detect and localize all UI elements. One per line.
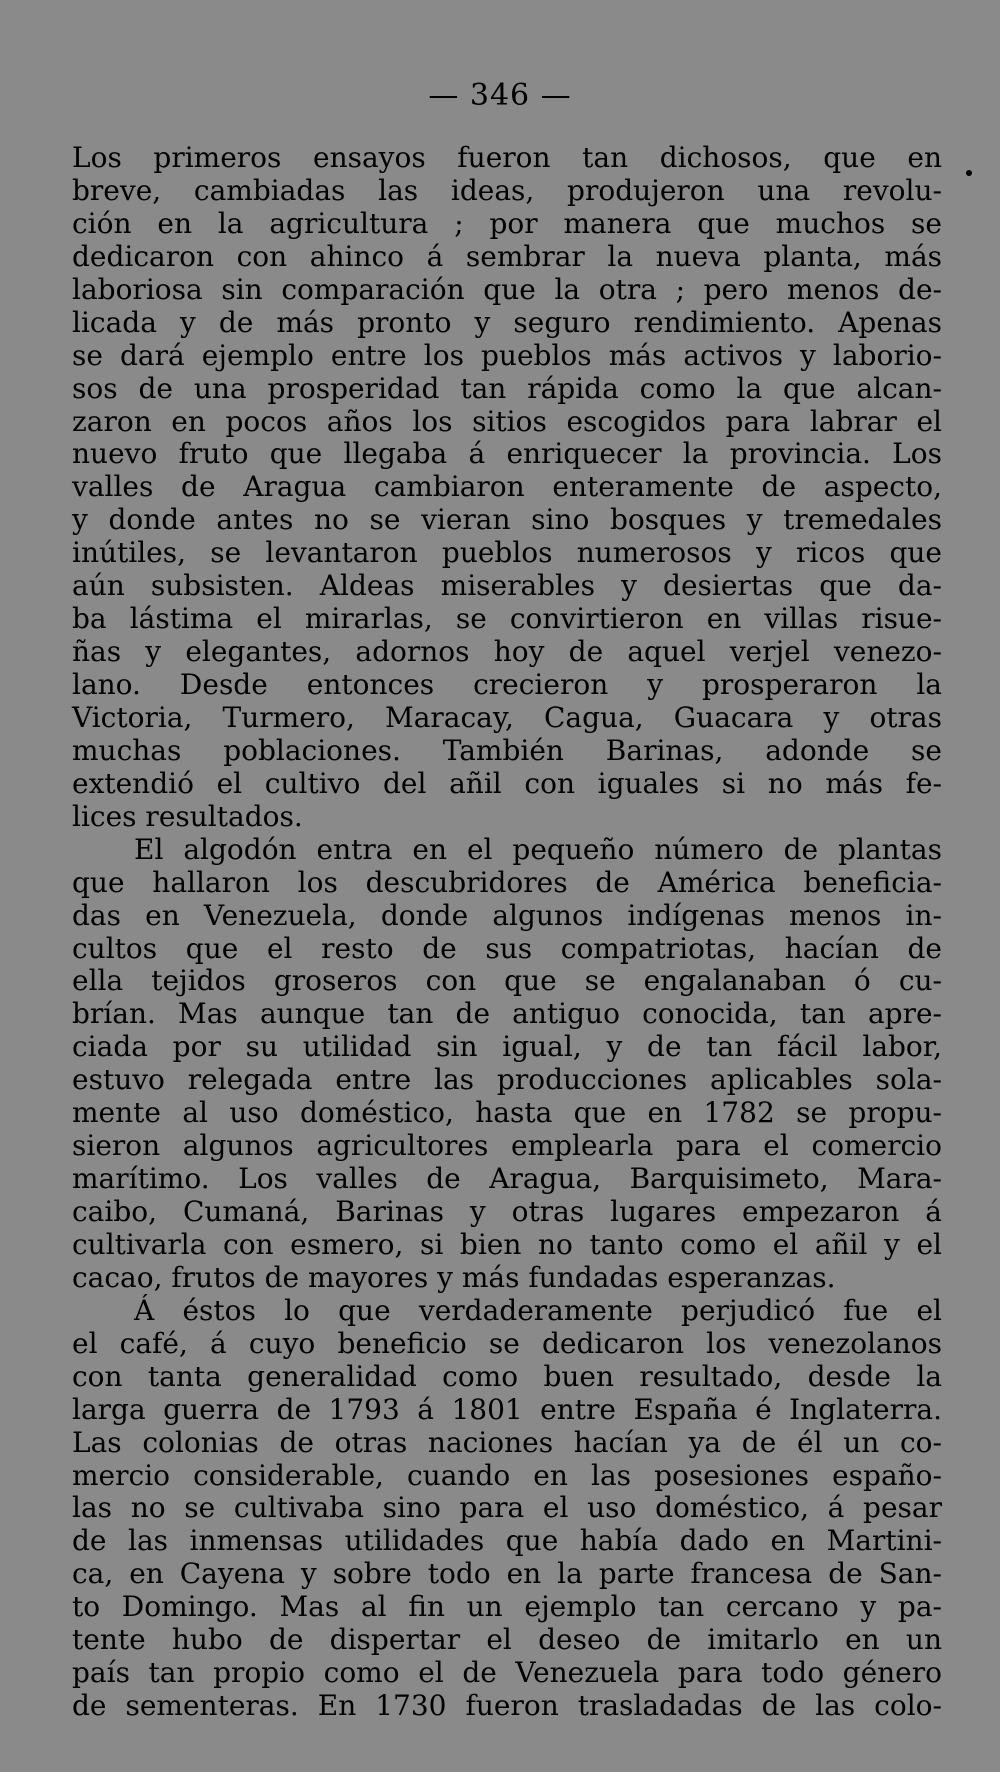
text-line: estuvo relegada entre las producciones aplicables sola- xyxy=(72,1063,942,1097)
text-line: que hallaron los descubridores de América beneficia- xyxy=(72,865,942,899)
text-line: aún subsisten. Aldeas miserables y desiertas que da- xyxy=(72,569,942,603)
text-line: tente hubo de dispertar el deseo de imitarlo en un xyxy=(72,1623,942,1657)
text-line: Los primeros ensayos fueron tan dichosos, que en xyxy=(72,141,942,174)
text-line: ba lástima el mirarlas, se convirtieron en villas risue- xyxy=(72,602,942,636)
text-line: cultos que el resto de sus compatriotas, hacían de xyxy=(72,931,942,965)
text-line: nuevo fruto que llegaba á enriquecer la provincia. Los xyxy=(72,437,942,471)
text-line: to Domingo. Mas al fin un ejemplo tan cercano y pa- xyxy=(72,1590,942,1624)
text-line: las no se cultivaba sino para el uso doméstico, á pesar xyxy=(72,1491,942,1525)
text-line: cacao, frutos de mayores y más fundadas esperanzas. xyxy=(72,1260,836,1294)
text-line: con tanta generalidad como buen resultado, desde la xyxy=(72,1359,942,1393)
text-line: inútiles, se levantaron pueblos numerosos y ricos que xyxy=(72,536,942,570)
text-line: cultivarla con esmero, si bien no tanto como el añil y el xyxy=(72,1227,942,1261)
text-line: El algodón entra en el pequeño número de plantas xyxy=(134,832,942,866)
text-line: ella tejidos groseros con que se engalanaban ó cu- xyxy=(72,964,942,998)
text-line: Victoria, Turmero, Maracay, Cagua, Guacara y otras xyxy=(72,700,942,734)
text-line: zaron en pocos años los sitios escogidos para labrar el xyxy=(72,404,942,438)
text-line: el café, á cuyo beneficio se dedicaron los venezolanos xyxy=(72,1326,942,1360)
text-line: Las colonias de otras naciones hacían ya de él un co- xyxy=(72,1425,942,1459)
text-line: de sementeras. En 1730 fueron trasladadas de las colo- xyxy=(72,1689,942,1723)
body-text xyxy=(72,142,942,1723)
text-line: extendió el cultivo del añil con iguales si no más fe- xyxy=(72,766,942,800)
text-line: ca, en Cayena y sobre todo en la parte francesa de San- xyxy=(72,1557,942,1591)
text-line: das en Venezuela, donde algunos indígenas menos in- xyxy=(72,898,942,932)
text-line: ciada por su utilidad sin igual, y de tan fácil labor, xyxy=(72,1030,942,1064)
paragraph xyxy=(72,1295,942,1723)
text-line: de las inmensas utilidades que había dado en Martini- xyxy=(72,1524,942,1558)
text-line: larga guerra de 1793 á 1801 entre España é Inglaterra. xyxy=(72,1392,942,1426)
text-line: lano. Desde entonces crecieron y prosperaron la xyxy=(72,668,942,701)
text-line: y donde antes no se vieran sino bosques y tremedales xyxy=(72,503,942,537)
text-line: licada y de más pronto y seguro rendimiento. Apenas xyxy=(72,305,942,339)
text-line: ción en la agricultura ; por manera que muchos se xyxy=(72,206,942,240)
text-line: Á éstos lo que verdaderamente perjudicó fue el xyxy=(134,1293,942,1327)
text-line: mercio considerable, cuando en las posesiones españo- xyxy=(72,1458,942,1492)
text-line: valles de Aragua cambiaron enteramente de aspecto, xyxy=(72,470,942,504)
text-line: sieron algunos agricultores emplearla para el comercio xyxy=(72,1129,942,1163)
text-line: caibo, Cumaná, Barinas y otras lugares empezaron á xyxy=(72,1195,942,1228)
text-line: sos de una prosperidad tan rápida como la que alcan- xyxy=(72,371,942,405)
text-line: laboriosa sin comparación que la otra ; pero menos de- xyxy=(72,272,942,306)
text-line: dedicaron con ahinco á sembrar la nueva planta, más xyxy=(72,239,942,273)
ink-speck xyxy=(966,170,972,176)
text-line: mente al uso doméstico, hasta que en 1782 se propu- xyxy=(72,1096,942,1130)
text-line: muchas poblaciones. También Barinas, adonde se xyxy=(72,733,942,767)
paragraph xyxy=(72,142,942,834)
paragraph xyxy=(72,834,942,1295)
text-line: brían. Mas aunque tan de antiguo conocida, tan apre- xyxy=(72,997,942,1031)
text-line: ñas y elegantes, adornos hoy de aquel verjel venezo- xyxy=(72,635,942,669)
text-line: lices resultados. xyxy=(72,799,303,833)
text-line: marítimo. Los valles de Aragua, Barquisimeto, Mara- xyxy=(72,1162,942,1196)
text-line: país tan propio como el de Venezuela para todo género xyxy=(72,1656,942,1690)
text-line: breve, cambiadas las ideas, produjeron una revolu- xyxy=(72,173,942,207)
page-number: — 346 — xyxy=(428,78,572,113)
text-line: se dará ejemplo entre los pueblos más activos y laborio- xyxy=(72,338,942,372)
